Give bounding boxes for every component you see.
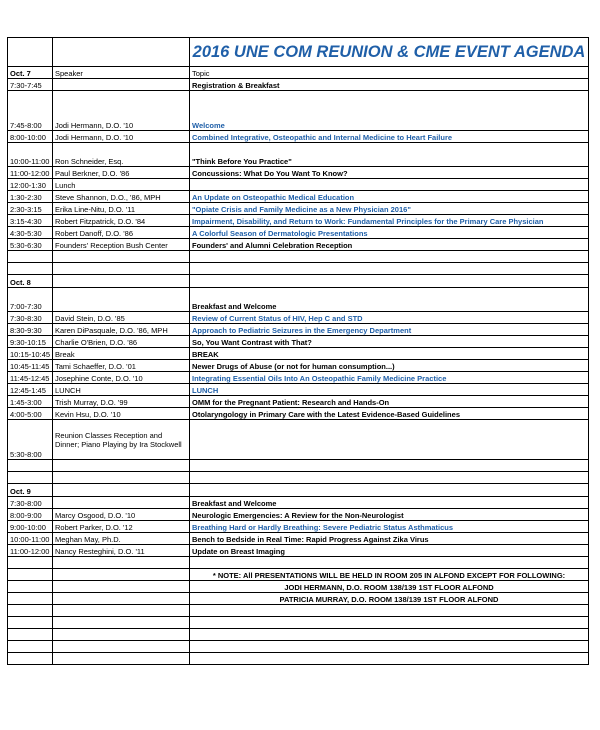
note-line-3: PATRICIA MURRAY, D.O. ROOM 138/139 1ST FLOOR ALFOND <box>190 593 589 605</box>
note-row <box>8 593 589 605</box>
table-row: 1:30-2:30 Steve Shannon, D.O., '86, MPH An Update on Osteopathic Medical Education <box>8 191 589 203</box>
spacer-row <box>8 605 589 617</box>
table-row: 4:00-5:00 Kevin Hsu, D.O. '10 Otolaryngology in Primary Care with the Latest Evidence-Based Guidelines <box>8 408 589 420</box>
table-row: 11:00-12:00 Nancy Resteghini, D.O. '11 Update on Breast Imaging <box>8 545 589 557</box>
table-row: 7:45-8:00 Jodi Hermann, D.O. '10 Welcome <box>8 91 589 131</box>
table-row: 7:00-7:30 Breakfast and Welcome <box>8 288 589 312</box>
spacer-row <box>8 641 589 653</box>
spacer-row <box>8 472 589 484</box>
table-row: 7:30-7:45 Registration & Breakfast <box>8 79 589 91</box>
table-row: 5:30-8:00 Reunion Classes Reception and Dinner; Piano Playing by Ira Stockwell <box>8 420 589 460</box>
note-row <box>8 581 589 593</box>
table-row: 11:00-12:00 Paul Berkner, D.O. '86 Concussions: What Do You Want To Know? <box>8 167 589 179</box>
day-label: Oct. 8 <box>8 275 53 288</box>
table-row: 9:30-10:15 Charlie O'Brien, D.O. '86 So, You Want Contrast with That? <box>8 336 589 348</box>
table-row: 7:30-8:00 Breakfast and Welcome <box>8 497 589 509</box>
table-row: 8:30-9:30 Karen DiPasquale, D.O. '86, MPH Approach to Pediatric Seizures in the Emergency Department <box>8 324 589 336</box>
table-row: 3:15-4:30 Robert Fitzpatrick, D.O. '84 Impairment, Disability, and Return to Work: Fundamental Principles for the Primary Care Physician <box>8 215 589 227</box>
table-row: 9:00-10:00 Robert Parker, D.O. '12 Breathing Hard or Hardly Breathing: Severe Pediatric Status Asthmaticus <box>8 521 589 533</box>
page-title: 2016 UNE COM REUNION & CME EVENT AGENDA <box>190 38 589 67</box>
table-row: 8:00-9:00 Marcy Osgood, D.O. '10 Neurologic Emergencies: A Review for the Non-Neurologist <box>8 509 589 521</box>
topic-header: Topic <box>190 67 589 79</box>
header-row <box>8 67 589 79</box>
table-row: 2:30-3:15 Erika Line-Nitu, D.O. '11 "Opiate Crisis and Family Medicine as a New Physician 2016" <box>8 203 589 215</box>
table-row: 7:30-8:30 David Stein, D.O. '85 Review of Current Status of HIV, Hep C and STD <box>8 312 589 324</box>
day-row <box>8 275 589 288</box>
day-header: Oct. 7 <box>8 67 53 79</box>
note-row <box>8 569 589 581</box>
table-row: 8:00-10:00 Jodi Hermann, D.O. '10 Combined Integrative, Osteopathic and Internal Medicine to Heart Failure <box>8 131 589 143</box>
note-line-1: * NOTE: All PRESENTATIONS WILL BE HELD IN ROOM 205 IN ALFOND EXCEPT FOR FOLLOWING: <box>190 569 589 581</box>
day-label: Oct. 9 <box>8 484 53 497</box>
spacer-row <box>8 629 589 641</box>
table-row: 10:15-10:45 Break BREAK <box>8 348 589 360</box>
table-row: 5:30-6:30 Founders' Reception Bush Center Founders' and Alumni Celebration Reception <box>8 239 589 251</box>
speaker-header: Speaker <box>53 67 190 79</box>
agenda-table <box>7 37 589 665</box>
note-line-2: JODI HERMANN, D.O. ROOM 138/139 1ST FLOOR ALFOND <box>190 581 589 593</box>
agenda-sheet <box>7 37 588 665</box>
day-row <box>8 484 589 497</box>
spacer-row <box>8 557 589 569</box>
table-row: 12:45-1:45 LUNCH LUNCH <box>8 384 589 396</box>
table-row: 10:00-11:00 Ron Schneider, Esq. "Think Before You Practice" <box>8 143 589 167</box>
spacer-row <box>8 617 589 629</box>
table-row: 4:30-5:30 Robert Danoff, D.O. '86 A Colorful Season of Dermatologic Presentations <box>8 227 589 239</box>
table-row: 12:00-1:30 Lunch <box>8 179 589 191</box>
spacer-row <box>8 263 589 275</box>
spacer-row <box>8 653 589 665</box>
table-row: 1:45-3:00 Trish Murray, D.O. '99 OMM for the Pregnant Patient: Research and Hands-On <box>8 396 589 408</box>
table-row: 10:00-11:00 Meghan May, Ph.D. Bench to Bedside in Real Time: Rapid Progress Against Zika Virus <box>8 533 589 545</box>
table-row: 11:45-12:45 Josephine Conte, D.O. '10 Integrating Essential Oils Into An Osteopathic Family Medicine Practice <box>8 372 589 384</box>
table-row: 10:45-11:45 Tami Schaeffer, D.O. '01 Newer Drugs of Abuse (or not for human consumption...) <box>8 360 589 372</box>
title-row <box>8 38 589 67</box>
spacer-row <box>8 251 589 263</box>
spacer-row <box>8 460 589 472</box>
